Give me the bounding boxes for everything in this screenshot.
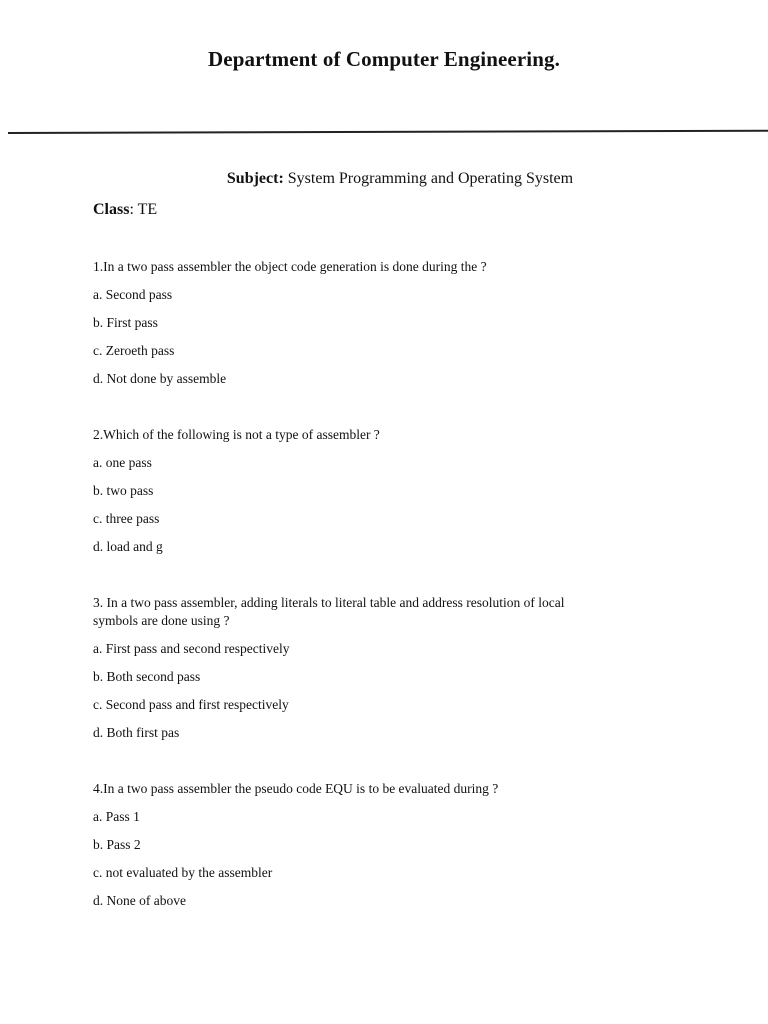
question-3 [93, 594, 653, 742]
option-a: a. First pass and second respectively [93, 641, 290, 656]
option-c: c. Second pass and first respectively [93, 697, 289, 712]
question-text: 2.Which of the following is not a type of assembler ? [93, 427, 380, 442]
question-text [93, 594, 653, 630]
option-a: a. one pass [93, 455, 152, 470]
class-value: : TE [129, 201, 158, 218]
question-1 [93, 258, 653, 388]
question-4 [93, 780, 653, 910]
question-spacer [93, 566, 653, 594]
header-divider [8, 130, 768, 134]
option-d: d. Both first pas [93, 725, 180, 740]
option-a: a. Pass 1 [93, 809, 140, 824]
option-b: b. Pass 2 [93, 837, 141, 852]
question-text: 1.In a two pass assembler the object code generation is done during the ? [93, 259, 487, 274]
option-b: b. First pass [93, 315, 158, 330]
option-c: c. three pass [93, 511, 160, 526]
department-title: Department of Computer Engineering. [208, 47, 560, 71]
option-b: b. Both second pass [93, 669, 201, 684]
option-c: c. not evaluated by the assembler [93, 865, 273, 880]
questions-list [93, 258, 653, 920]
option-c: c. Zeroeth pass [93, 343, 175, 358]
option-d: d. load and g [93, 539, 163, 554]
option-a: a. Second pass [93, 287, 173, 302]
question-text-line-2: symbols are done using ? [93, 613, 230, 628]
option-d: d. None of above [93, 893, 186, 908]
question-spacer [93, 752, 653, 780]
question-text: 4.In a two pass assembler the pseudo code EQU is to be evaluated during ? [93, 781, 499, 796]
subject-label: Subject: [226, 170, 284, 187]
class-line [93, 201, 157, 219]
question-text-line-1: 3. In a two pass assembler, adding literals to literal table and address resolution of local [93, 595, 565, 610]
subject-value: System Programming and Operating System [287, 170, 574, 187]
option-b: b. two pass [93, 483, 154, 498]
question-spacer [93, 398, 653, 426]
class-label: Class [93, 201, 130, 218]
subject-line [0, 170, 768, 188]
question-2 [93, 426, 653, 556]
option-d: d. Not done by assemble [93, 371, 227, 386]
